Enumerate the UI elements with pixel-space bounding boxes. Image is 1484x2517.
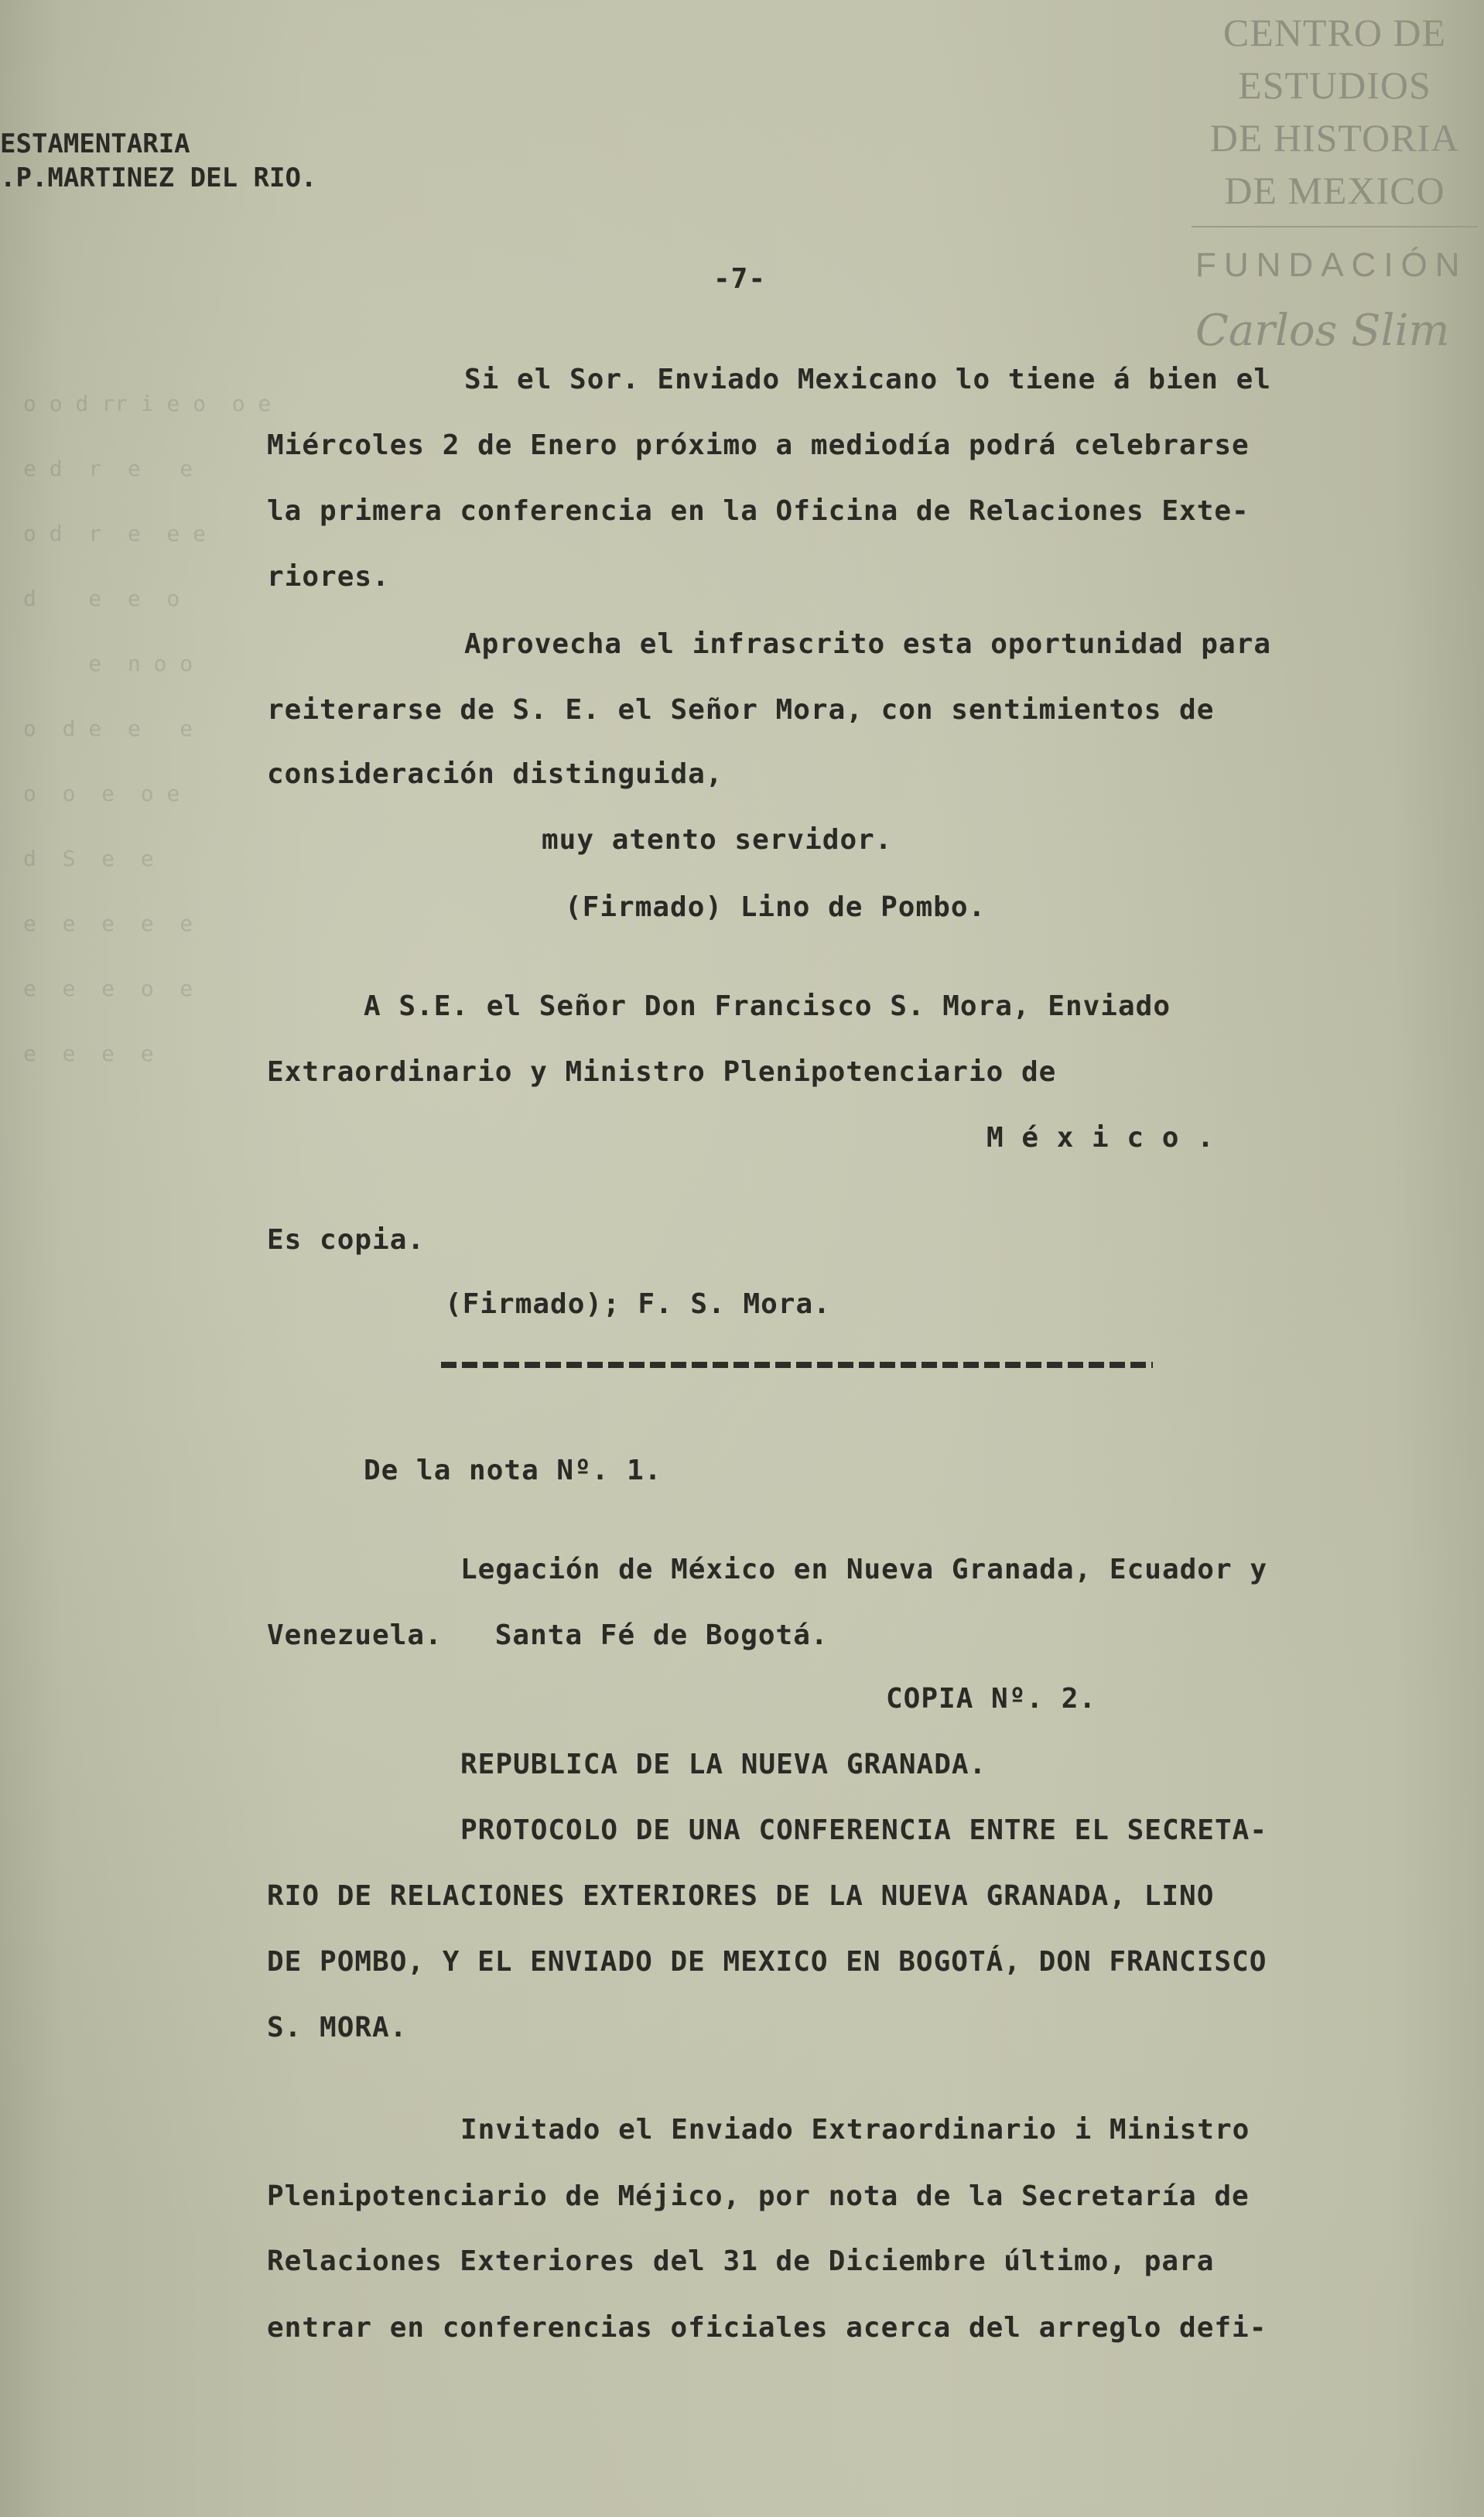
watermark-divider: [1192, 226, 1478, 227]
legation-line: Legación de México en Nueva Granada, Ecuador y: [460, 1554, 1267, 1585]
watermark-line: ESTUDIOS: [1238, 63, 1431, 107]
watermark-line: DE HISTORIA: [1209, 116, 1460, 159]
header-line-2: .P.MARTINEZ DEL RIO.: [0, 162, 317, 193]
copy-signature: (Firmado); F. S. Mora.: [445, 1288, 831, 1320]
body-line: consideración distinguida,: [267, 758, 723, 790]
copy-number: COPIA Nº. 2.: [886, 1683, 1097, 1715]
addressee-country: M é x i c o .: [986, 1122, 1215, 1154]
protocol-line: S. MORA.: [267, 2012, 408, 2043]
legation-line: Venezuela. Santa Fé de Bogotá.: [267, 1619, 829, 1651]
watermark-line: CENTRO DE: [1222, 11, 1447, 54]
copy-note: Es copia.: [267, 1224, 426, 1256]
page-number: -7-: [713, 263, 767, 295]
protocol-line: DE POMBO, Y EL ENVIADO DE MEXICO EN BOGOTÁ, DON FRANCISCO: [267, 1946, 1267, 1978]
archive-watermark: [1184, 6, 1484, 217]
watermark-foundation: FUNDACIÓN: [1195, 246, 1468, 284]
note-reference: De la nota Nº. 1.: [364, 1455, 662, 1486]
body-line: la primera conferencia en la Oficina de Relaciones Exte-: [267, 495, 1250, 527]
body-line: Invitado el Enviado Extraordinario i Ministro: [460, 2114, 1250, 2146]
protocol-line: RIO DE RELACIONES EXTERIORES DE LA NUEVA GRANADA, LINO: [267, 1880, 1215, 1912]
body-line: Si el Sor. Enviado Mexicano lo tiene á bien el: [464, 364, 1271, 395]
watermark-line: DE MEXICO: [1224, 169, 1445, 212]
body-line: Miércoles 2 de Enero próximo a mediodía podrá celebrarse: [267, 429, 1250, 461]
bleed-through-text: o o d rr i e o o e e d r e e o d r e e e d e e o e n o o o d e e e o o e o e d S e e e e e e e e e e o e e e e e: [23, 391, 272, 1066]
body-line: entrar en conferencias oficiales acerca del arreglo defi-: [267, 2312, 1267, 2344]
protocol-line: PROTOCOLO DE UNA CONFERENCIA ENTRE EL SECRETA-: [460, 1814, 1267, 1846]
body-line: reiterarse de S. E. el Señor Mora, con sentimientos de: [267, 694, 1215, 726]
republic-heading: REPUBLICA DE LA NUEVA GRANADA.: [460, 1749, 987, 1780]
closing-line: muy atento servidor.: [542, 824, 893, 856]
body-line: riores.: [267, 561, 390, 593]
body-line: Relaciones Exteriores del 31 de Diciembre último, para: [267, 2245, 1215, 2277]
watermark-signature: Carlos Slim: [1195, 306, 1450, 356]
addressee-line: A S.E. el Señor Don Francisco S. Mora, Enviado: [364, 990, 1171, 1022]
header-line-1: ESTAMENTARIA: [0, 128, 190, 159]
body-line: Aprovecha el infrascrito esta oportunidad para: [464, 628, 1271, 660]
letter-signature: (Firmado) Lino de Pombo.: [565, 891, 986, 923]
section-divider: [441, 1362, 1153, 1368]
body-line: Plenipotenciario de Méjico, por nota de la Secretaría de: [267, 2180, 1250, 2212]
addressee-line: Extraordinario y Ministro Plenipotenciario de: [267, 1056, 1057, 1088]
